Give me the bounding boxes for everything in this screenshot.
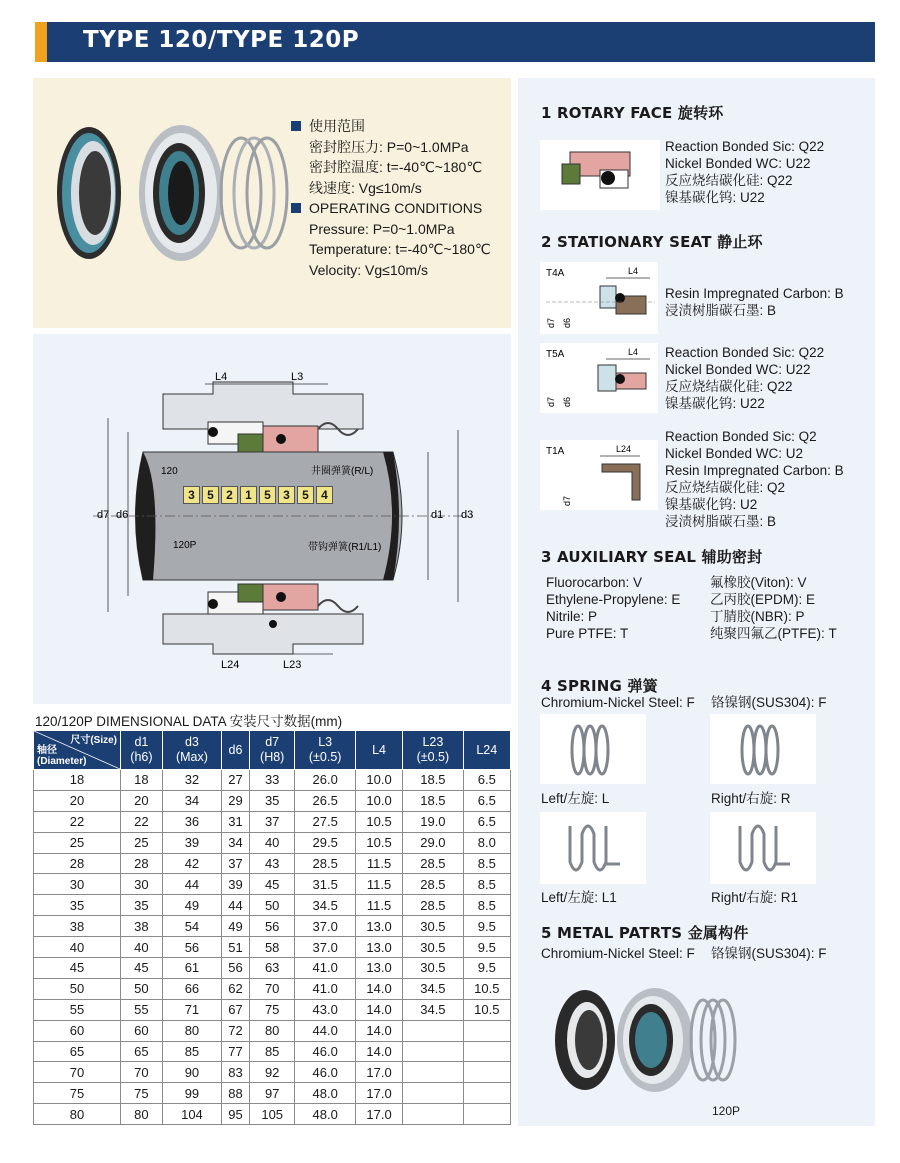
dim-label-l24: L24 <box>221 659 240 671</box>
section-spring-title: 4 SPRING 弹簧 <box>541 677 658 695</box>
spring-caption-right: Right/右旋: R <box>711 791 791 806</box>
aux-seal-line: Pure PTFE: T <box>546 626 629 641</box>
table-cell: 35 <box>121 895 163 916</box>
aux-seal-line: 纯聚四氟乙(PTFE): T <box>710 626 837 641</box>
material-line: 反应烧结碳化硅: Q22 <box>665 173 793 188</box>
page-title: TYPE 120/TYPE 120P <box>83 27 360 53</box>
table-row <box>34 790 511 811</box>
header-l3: L3 (±0.5) <box>295 731 355 770</box>
table-row <box>34 958 511 979</box>
table-cell: 8.5 <box>463 895 510 916</box>
table-cell <box>463 1104 510 1125</box>
bullet-icon <box>291 203 301 213</box>
code-digit-boxes <box>183 486 335 504</box>
table-cell: 88 <box>222 1083 250 1104</box>
title-banner <box>35 22 875 62</box>
table-cell: 85 <box>162 1041 221 1062</box>
table-cell: 67 <box>222 999 250 1020</box>
table-cell: 49 <box>222 916 250 937</box>
table-cell: 11.5 <box>355 874 402 895</box>
t5a-materials <box>665 344 824 412</box>
shaft-diameter-cell: 40 <box>34 937 121 958</box>
spring-caption-left: Left/左旋: L <box>541 791 610 806</box>
table-cell: 10.0 <box>355 770 402 791</box>
condition-cn-pressure: 密封腔压力: P=0~1.0MPa <box>309 138 469 155</box>
table-cell: 14.0 <box>355 999 402 1020</box>
table-cell: 45 <box>121 958 163 979</box>
table-row <box>34 895 511 916</box>
t4a-tag: T4A <box>546 268 565 279</box>
table-cell: 13.0 <box>355 958 402 979</box>
table-row <box>34 874 511 895</box>
table-cell: 28.5 <box>295 853 355 874</box>
table-row <box>34 1062 511 1083</box>
table-cell: 20 <box>121 790 163 811</box>
table-row <box>34 853 511 874</box>
table-cell <box>403 1083 463 1104</box>
seal-photo <box>41 118 291 278</box>
table-cell: 43 <box>249 853 295 874</box>
section-metal-parts-title: 5 METAL PATRTS 金属构件 <box>541 924 749 942</box>
header-d7: d7 (H8) <box>249 731 295 770</box>
table-cell: 50 <box>121 978 163 999</box>
dim-label-l3: L3 <box>291 371 304 383</box>
table-cell: 34.5 <box>295 895 355 916</box>
table-cell: 45 <box>249 874 295 895</box>
header-d1: d1 (h6) <box>121 731 163 770</box>
t5a-dim: L4 <box>628 347 639 357</box>
banner-accent <box>35 22 47 62</box>
product-overview-panel <box>33 78 511 328</box>
table-cell: 6.5 <box>463 770 510 791</box>
table-cell: 34.5 <box>403 999 463 1020</box>
shaft-diameter-cell: 20 <box>34 790 121 811</box>
aux-seal-line: Fluorocarbon: V <box>546 575 643 590</box>
dimensional-data-table <box>33 730 511 1125</box>
material-line: Resin Impregnated Carbon: B <box>665 463 844 478</box>
table-cell: 9.5 <box>463 937 510 958</box>
table-cell <box>463 1062 510 1083</box>
shaft-diameter-cell: 38 <box>34 916 121 937</box>
table-cell: 55 <box>121 999 163 1020</box>
table-cell: 34 <box>162 790 221 811</box>
table-cell: 14.0 <box>355 978 402 999</box>
shaft-diameter-cell: 65 <box>34 1041 121 1062</box>
table-cell: 10.5 <box>355 811 402 832</box>
section-stationary-seat-title: 2 STATIONARY SEAT 静止环 <box>541 233 763 251</box>
material-line: 浸渍树脂碳石墨: B <box>665 303 777 318</box>
table-cell: 10.5 <box>463 999 510 1020</box>
table-cell: 44 <box>162 874 221 895</box>
spring-right-photo <box>710 714 816 784</box>
table-cell: 50 <box>249 895 295 916</box>
spring-caption-left-hook: Left/左旋: L1 <box>541 890 617 905</box>
shaft-diameter-cell: 45 <box>34 958 121 979</box>
code-digit: 2 <box>221 486 238 504</box>
material-line: Reaction Bonded Sic: Q22 <box>665 139 825 154</box>
aux-seal-en-list <box>546 574 680 642</box>
table-cell: 65 <box>121 1041 163 1062</box>
t5a-tag: T5A <box>546 349 565 360</box>
table-cell: 18.5 <box>403 770 463 791</box>
rotary-face-diagram <box>540 140 660 210</box>
code-digit: 5 <box>259 486 276 504</box>
shaft-diameter-cell: 75 <box>34 1083 121 1104</box>
shaft-diameter-cell: 60 <box>34 1020 121 1041</box>
table-row <box>34 999 511 1020</box>
material-line: 浸渍树脂碳石墨: B <box>665 514 777 529</box>
table-row <box>34 1083 511 1104</box>
table-cell: 44.0 <box>295 1020 355 1041</box>
metal-material-en: Chromium-Nickel Steel: F <box>541 946 695 961</box>
table-cell: 22 <box>121 811 163 832</box>
table-cell: 80 <box>249 1020 295 1041</box>
table-cell: 39 <box>222 874 250 895</box>
table-cell <box>403 1020 463 1041</box>
aux-seal-line: 乙丙胶(EPDM): E <box>710 592 816 607</box>
table-cell: 10.5 <box>463 978 510 999</box>
table-cell: 48.0 <box>295 1083 355 1104</box>
table-cell: 90 <box>162 1062 221 1083</box>
table-cell: 70 <box>121 1062 163 1083</box>
table-cell: 46.0 <box>295 1062 355 1083</box>
code-digit: 3 <box>278 486 295 504</box>
table-cell: 29.5 <box>295 832 355 853</box>
header-d6: d6 <box>222 731 250 770</box>
label-120: 120 <box>161 466 178 477</box>
table-cell <box>403 1041 463 1062</box>
table-cell: 70 <box>249 978 295 999</box>
material-line: Resin Impregnated Carbon: B <box>665 286 844 301</box>
condition-cn-temperature: 密封腔温度: t=-40℃~180℃ <box>309 159 483 175</box>
shaft-diameter-cell: 80 <box>34 1104 121 1125</box>
label-spring-r1l1: 带钩弹簧(R1/L1) <box>308 542 382 553</box>
table-header-row <box>34 731 511 770</box>
spring-material-cn: 铬镍钢(SUS304): F <box>711 695 827 710</box>
code-digit: 5 <box>202 486 219 504</box>
table-cell: 92 <box>249 1062 295 1083</box>
table-cell: 46.0 <box>295 1041 355 1062</box>
condition-en-pressure: Pressure: P=0~1.0MPa <box>309 220 455 237</box>
table-cell: 18.5 <box>403 790 463 811</box>
table-row <box>34 978 511 999</box>
rotary-face-materials <box>665 138 824 206</box>
spring-left-hook-photo <box>540 812 646 884</box>
table-cell: 19.0 <box>403 811 463 832</box>
table-cell: 30.5 <box>403 916 463 937</box>
code-digit: 3 <box>183 486 200 504</box>
header-l23: L23 (±0.5) <box>403 731 463 770</box>
table-cell: 48.0 <box>295 1104 355 1125</box>
table-cell: 28.5 <box>403 853 463 874</box>
table-cell <box>463 1020 510 1041</box>
table-cell: 13.0 <box>355 937 402 958</box>
table-row <box>34 1104 511 1125</box>
material-line: Reaction Bonded Sic: Q2 <box>665 429 817 444</box>
table-cell: 95 <box>222 1104 250 1125</box>
aux-seal-line: 氟橡胶(Viton): V <box>710 575 807 590</box>
table-cell: 9.5 <box>463 916 510 937</box>
table-cell: 26.5 <box>295 790 355 811</box>
material-line: 镍基碳化钨: U2 <box>665 497 758 512</box>
table-cell: 27.5 <box>295 811 355 832</box>
shaft-diameter-cell: 30 <box>34 874 121 895</box>
table-cell: 44 <box>222 895 250 916</box>
material-line: 镍基碳化钨: U22 <box>665 190 765 205</box>
table-cell: 85 <box>249 1041 295 1062</box>
dim-label-l4: L4 <box>215 371 228 383</box>
section-auxiliary-seal-title: 3 AUXILIARY SEAL 辅助密封 <box>541 548 763 566</box>
photo-caption-120p: 120P <box>712 1104 741 1118</box>
t1a-d7: d7 <box>562 495 572 506</box>
material-line: 镍基碳化钨: U22 <box>665 396 765 411</box>
table-cell: 28 <box>121 853 163 874</box>
bullet-icon <box>291 121 301 131</box>
table-cell: 41.0 <box>295 958 355 979</box>
table-cell: 80 <box>162 1020 221 1041</box>
table-cell: 56 <box>222 958 250 979</box>
table-cell: 37 <box>222 853 250 874</box>
table-cell: 10.5 <box>355 832 402 853</box>
table-cell: 77 <box>222 1041 250 1062</box>
conditions-en-title: OPERATING CONDITIONS <box>291 198 491 219</box>
cross-section-drawing <box>33 334 511 704</box>
aux-seal-line: Ethylene-Propylene: E <box>546 592 681 607</box>
material-line: Reaction Bonded Sic: Q22 <box>665 345 825 360</box>
table-cell: 33 <box>249 770 295 791</box>
material-line: 反应烧结碳化硅: Q22 <box>665 379 793 394</box>
table-cell: 83 <box>222 1062 250 1083</box>
table-cell: 29 <box>222 790 250 811</box>
table-cell: 31 <box>222 811 250 832</box>
table-cell: 43.0 <box>295 999 355 1020</box>
table-cell: 11.5 <box>355 895 402 916</box>
t1a-materials <box>665 428 844 530</box>
table-cell: 17.0 <box>355 1062 402 1083</box>
table-cell: 56 <box>249 916 295 937</box>
code-digit: 5 <box>297 486 314 504</box>
table-cell: 18 <box>121 770 163 791</box>
table-cell: 17.0 <box>355 1104 402 1125</box>
t4a-d6: d6 <box>562 317 572 328</box>
dim-label-d6: d6 <box>116 509 129 521</box>
header-d3: d3 (Max) <box>162 731 221 770</box>
table-cell: 39 <box>162 832 221 853</box>
table-cell: 25 <box>121 832 163 853</box>
table-cell: 17.0 <box>355 1083 402 1104</box>
table-cell: 72 <box>222 1020 250 1041</box>
table-cell: 62 <box>222 978 250 999</box>
table-cell: 51 <box>222 937 250 958</box>
table-cell: 54 <box>162 916 221 937</box>
material-line: Nickel Bonded WC: U22 <box>665 362 811 377</box>
shaft-diameter-cell: 18 <box>34 770 121 791</box>
shaft-diameter-cell: 70 <box>34 1062 121 1083</box>
table-cell: 30.5 <box>403 937 463 958</box>
dim-label-d3: d3 <box>461 509 474 521</box>
table-cell: 75 <box>249 999 295 1020</box>
conditions-cn-title: 使用范围 <box>291 116 491 137</box>
material-line: Nickel Bonded WC: U22 <box>665 156 811 171</box>
table-cell: 58 <box>249 937 295 958</box>
metal-material-cn: 铬镍钢(SUS304): F <box>711 946 827 961</box>
spring-material-en: Chromium-Nickel Steel: F <box>541 695 695 710</box>
t1a-dim: L24 <box>616 444 632 454</box>
spring-left-photo <box>540 714 646 784</box>
table-cell: 38 <box>121 916 163 937</box>
table-title: 120/120P DIMENSIONAL DATA 安装尺寸数据(mm) <box>35 714 343 729</box>
spring-right-hook-photo <box>710 812 816 884</box>
table-cell: 37 <box>249 811 295 832</box>
t4a-d7: d7 <box>546 317 556 328</box>
table-cell: 26.0 <box>295 770 355 791</box>
table-cell: 104 <box>162 1104 221 1125</box>
table-cell: 13.0 <box>355 916 402 937</box>
table-cell: 14.0 <box>355 1020 402 1041</box>
table-cell: 40 <box>249 832 295 853</box>
t5a-diagram <box>540 343 658 413</box>
table-cell: 60 <box>121 1020 163 1041</box>
table-cell: 9.5 <box>463 958 510 979</box>
table-cell: 41.0 <box>295 978 355 999</box>
table-cell: 71 <box>162 999 221 1020</box>
table-cell: 30.5 <box>403 958 463 979</box>
t4a-materials <box>665 285 844 319</box>
table-cell: 49 <box>162 895 221 916</box>
condition-en-velocity: Velocity: Vg≤10m/s <box>309 261 428 278</box>
table-cell <box>463 1041 510 1062</box>
table-cell: 40 <box>121 937 163 958</box>
aux-seal-cn-list <box>710 574 837 642</box>
t1a-tag: T1A <box>546 446 565 457</box>
table-cell: 31.5 <box>295 874 355 895</box>
table-cell: 36 <box>162 811 221 832</box>
table-cell: 42 <box>162 853 221 874</box>
table-cell: 6.5 <box>463 811 510 832</box>
aux-seal-line: Nitrile: P <box>546 609 598 624</box>
table-corner-header: 尺寸(Size) 轴径 (Diameter) <box>34 731 121 770</box>
table-cell: 14.0 <box>355 1041 402 1062</box>
t4a-diagram <box>540 262 658 334</box>
table-row <box>34 832 511 853</box>
spring-caption-right-hook: Right/右旋: R1 <box>711 890 799 905</box>
table-cell: 30 <box>121 874 163 895</box>
table-cell: 8.5 <box>463 874 510 895</box>
table-cell: 105 <box>249 1104 295 1125</box>
section-rotary-face-title: 1 ROTARY FACE 旋转环 <box>541 104 724 122</box>
table-row <box>34 937 511 958</box>
label-120p: 120P <box>173 540 197 551</box>
table-cell: 11.5 <box>355 853 402 874</box>
table-row <box>34 1041 511 1062</box>
table-cell: 97 <box>249 1083 295 1104</box>
table-cell: 8.5 <box>463 853 510 874</box>
t1a-diagram <box>540 440 658 510</box>
table-cell: 34 <box>222 832 250 853</box>
table-cell <box>403 1104 463 1125</box>
table-cell: 75 <box>121 1083 163 1104</box>
table-cell: 63 <box>249 958 295 979</box>
table-row <box>34 811 511 832</box>
table-row <box>34 770 511 791</box>
table-cell: 61 <box>162 958 221 979</box>
table-cell: 10.0 <box>355 790 402 811</box>
shaft-diameter-cell: 22 <box>34 811 121 832</box>
dim-label-d7: d7 <box>97 509 110 521</box>
table-cell: 80 <box>121 1104 163 1125</box>
table-cell: 34.5 <box>403 978 463 999</box>
table-cell: 56 <box>162 937 221 958</box>
table-cell: 29.0 <box>403 832 463 853</box>
t5a-d6: d6 <box>562 396 572 407</box>
material-line: Nickel Bonded WC: U2 <box>665 446 804 461</box>
dim-label-l23: L23 <box>283 659 302 671</box>
condition-cn-velocity: 线速度: Vg≤10m/s <box>309 179 422 196</box>
table-row <box>34 1020 511 1041</box>
t4a-dim: L4 <box>628 266 639 276</box>
table-row <box>34 916 511 937</box>
material-line: 反应烧结碳化硅: Q2 <box>665 480 786 495</box>
table-cell: 35 <box>249 790 295 811</box>
table-cell: 37.0 <box>295 937 355 958</box>
table-cell <box>463 1083 510 1104</box>
table-cell: 99 <box>162 1083 221 1104</box>
header-l24: L24 <box>463 731 510 770</box>
shaft-diameter-cell: 55 <box>34 999 121 1020</box>
shaft-diameter-cell: 35 <box>34 895 121 916</box>
shaft-diameter-cell: 25 <box>34 832 121 853</box>
code-digit: 1 <box>240 486 257 504</box>
table-cell: 6.5 <box>463 790 510 811</box>
table-cell <box>403 1062 463 1083</box>
seal-120p-photo <box>545 985 745 1095</box>
table-cell: 27 <box>222 770 250 791</box>
table-cell: 66 <box>162 978 221 999</box>
table-cell: 32 <box>162 770 221 791</box>
table-cell: 28.5 <box>403 874 463 895</box>
aux-seal-line: 丁腈胶(NBR): P <box>710 609 805 624</box>
label-spring-rl: 井圈弹簧(R/L) <box>311 466 374 477</box>
header-l4: L4 <box>355 731 402 770</box>
shaft-diameter-cell: 28 <box>34 853 121 874</box>
table-cell: 37.0 <box>295 916 355 937</box>
code-digit: 4 <box>316 486 333 504</box>
shaft-diameter-cell: 50 <box>34 978 121 999</box>
dim-label-d1: d1 <box>431 509 444 521</box>
condition-en-temperature: Temperature: t=-40℃~180℃ <box>309 241 491 257</box>
table-cell: 28.5 <box>403 895 463 916</box>
table-cell: 8.0 <box>463 832 510 853</box>
t5a-d7: d7 <box>546 396 556 407</box>
